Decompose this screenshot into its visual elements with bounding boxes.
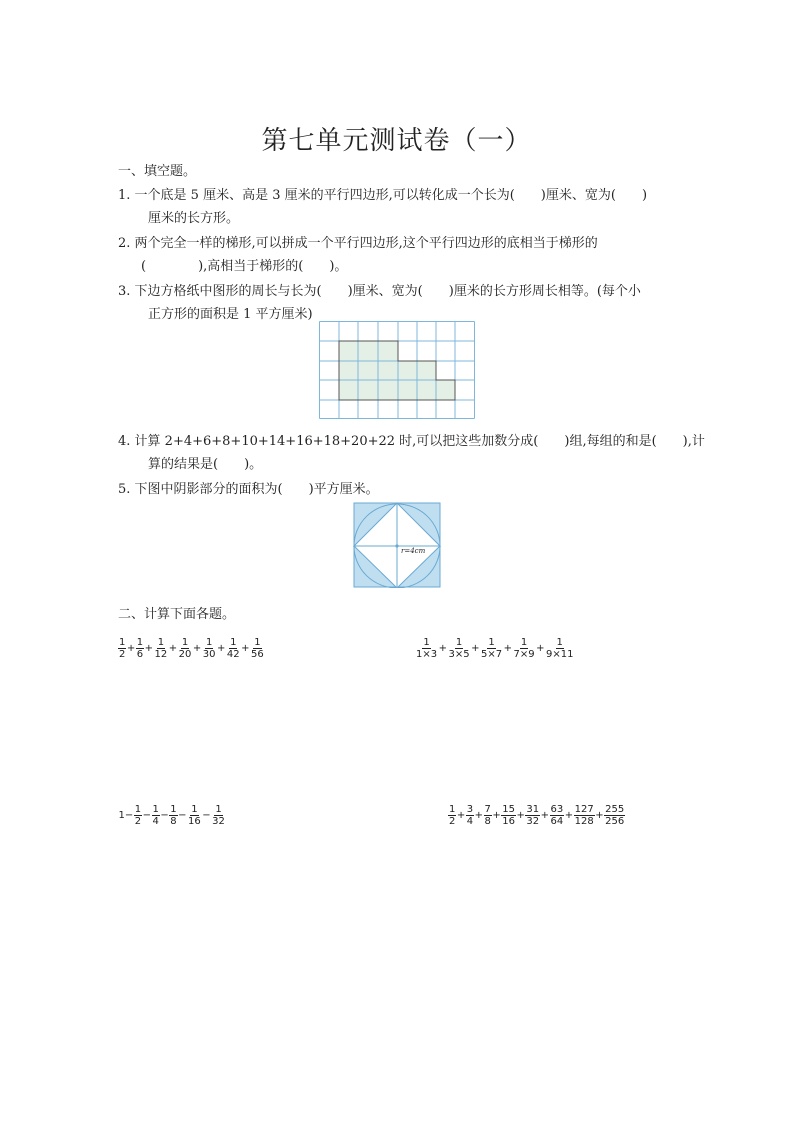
operator: + — [516, 810, 525, 821]
numerator: 3 — [466, 804, 474, 815]
numerator: 1 — [136, 637, 144, 648]
denominator: 4 — [466, 816, 474, 827]
numerator: 1 — [191, 804, 198, 815]
numerator: 1 — [181, 637, 189, 648]
fraction — [187, 804, 202, 827]
numerator: 63 — [550, 804, 564, 815]
q2-line2: ( ),高相当于梯形的( )。 — [141, 259, 348, 274]
operator: + — [126, 643, 136, 654]
grid-figure — [318, 320, 476, 420]
q4-line1: 4. 计算 2+4+6+8+10+14+16+18+20+22 时,可以把这些加数分成( )组,每组的和是( ),计 — [118, 434, 705, 449]
numerator: 127 — [574, 804, 594, 815]
denominator: 32 — [212, 816, 225, 827]
operator: + — [492, 810, 501, 821]
shaded-shape — [339, 341, 455, 400]
numerator: 1 — [119, 637, 126, 648]
numerator: 1 — [449, 804, 456, 815]
fraction — [178, 637, 193, 660]
numerator: 1 — [556, 637, 563, 648]
numerator: 31 — [526, 804, 540, 815]
numerator: 7 — [484, 804, 491, 815]
operator: + — [540, 810, 550, 821]
numerator: 1 — [170, 804, 177, 815]
fraction — [545, 637, 574, 660]
q1-line2: 厘米的长方形。 — [148, 211, 240, 226]
q3-line2: 正方形的面积是 1 平方厘米) — [148, 307, 313, 322]
operator: + — [564, 810, 574, 821]
expr-2 — [415, 637, 574, 660]
operator: + — [144, 643, 154, 654]
denominator: 32 — [526, 816, 540, 827]
fraction — [118, 637, 126, 660]
operator: + — [192, 643, 202, 654]
denominator: 5×7 — [481, 649, 503, 660]
fraction — [480, 637, 503, 660]
fraction — [169, 804, 177, 827]
denominator: 256 — [605, 816, 625, 827]
fraction — [202, 637, 217, 660]
operator: + — [168, 643, 178, 654]
operator: + — [471, 643, 480, 654]
fraction — [574, 804, 595, 827]
operator: − — [202, 810, 211, 821]
denominator: 1×3 — [416, 649, 438, 660]
expr-3 — [118, 804, 226, 827]
denominator: 64 — [550, 816, 564, 827]
numerator: 1 — [455, 637, 463, 648]
fraction — [448, 637, 471, 660]
circle-figure — [353, 502, 441, 588]
numerator: 1 — [423, 637, 430, 648]
page-title: 第七单元测试卷（一） — [261, 126, 532, 156]
fraction — [550, 804, 565, 827]
numerator: 15 — [502, 804, 516, 815]
fraction — [466, 804, 474, 827]
denominator: 30 — [202, 649, 216, 660]
operator: − — [178, 810, 187, 821]
expr-4 — [448, 804, 625, 827]
numerator: 1 — [205, 637, 213, 648]
operator: + — [474, 810, 484, 821]
center-point — [395, 544, 398, 547]
denominator: 2 — [134, 816, 142, 827]
operator: + — [503, 643, 512, 654]
denominator: 20 — [178, 649, 192, 660]
fraction — [415, 637, 438, 660]
section1-heading: 一、填空题。 — [118, 164, 197, 179]
denominator: 7×9 — [513, 649, 535, 660]
denominator: 8 — [170, 816, 177, 827]
fraction — [501, 804, 516, 827]
denominator: 2 — [449, 816, 456, 827]
denominator: 42 — [226, 649, 240, 660]
q1-line1: 1. 一个底是 5 厘米、高是 3 厘米的平行四边形,可以转化成一个长为( )厘米、宽为( ) — [118, 188, 648, 203]
operator: + — [241, 643, 250, 654]
operator: − — [160, 810, 169, 821]
denominator: 16 — [188, 816, 201, 827]
operator: + — [595, 810, 604, 821]
numerator: 255 — [605, 804, 625, 815]
numerator: 1 — [488, 637, 495, 648]
operator: + — [536, 643, 545, 654]
q2-line1: 2. 两个完全一样的梯形,可以拼成一个平行四边形,这个平行四边形的底相当于梯形的 — [118, 236, 598, 251]
denominator: 6 — [136, 649, 144, 660]
denominator: 9×11 — [546, 649, 574, 660]
section2-heading: 二、计算下面各题。 — [118, 607, 236, 622]
denominator: 4 — [152, 816, 159, 827]
q3-line1: 3. 下边方格纸中图形的周长与长为( )厘米、宽为( )厘米的长方形周长相等。(每个小 — [118, 284, 641, 299]
fraction — [211, 804, 226, 827]
fraction — [525, 804, 540, 827]
numerator: 1 — [254, 637, 261, 648]
fraction — [250, 637, 265, 660]
numerator: 1 — [152, 804, 159, 815]
operator: − — [142, 810, 152, 821]
denominator: 3×5 — [448, 649, 470, 660]
fraction — [226, 637, 241, 660]
numerator: 1 — [134, 804, 142, 815]
operator: + — [217, 643, 226, 654]
numerator: 1 — [215, 804, 222, 815]
numerator: 1 — [230, 637, 237, 648]
denominator: 56 — [251, 649, 264, 660]
operator: + — [456, 810, 466, 821]
denominator: 8 — [484, 816, 491, 827]
expr-1 — [118, 637, 265, 660]
q4-line2: 算的结果是( )。 — [148, 457, 263, 472]
operator: + — [438, 643, 447, 654]
fraction — [484, 804, 492, 827]
fraction — [134, 804, 142, 827]
denominator: 2 — [119, 649, 126, 660]
denominator: 16 — [502, 816, 516, 827]
radius-label: r=4cm — [401, 547, 426, 555]
denominator: 128 — [574, 816, 594, 827]
numerator: 1 — [520, 637, 528, 648]
fraction — [152, 804, 160, 827]
fraction — [604, 804, 625, 827]
fraction — [448, 804, 456, 827]
fraction — [513, 637, 536, 660]
fraction — [136, 637, 144, 660]
fraction — [154, 637, 169, 660]
q5-line1: 5. 下图中阴影部分的面积为( )平方厘米。 — [118, 482, 379, 497]
denominator: 12 — [154, 649, 168, 660]
numerator: 1 — [157, 637, 165, 648]
leading-term: 1− — [118, 810, 134, 821]
